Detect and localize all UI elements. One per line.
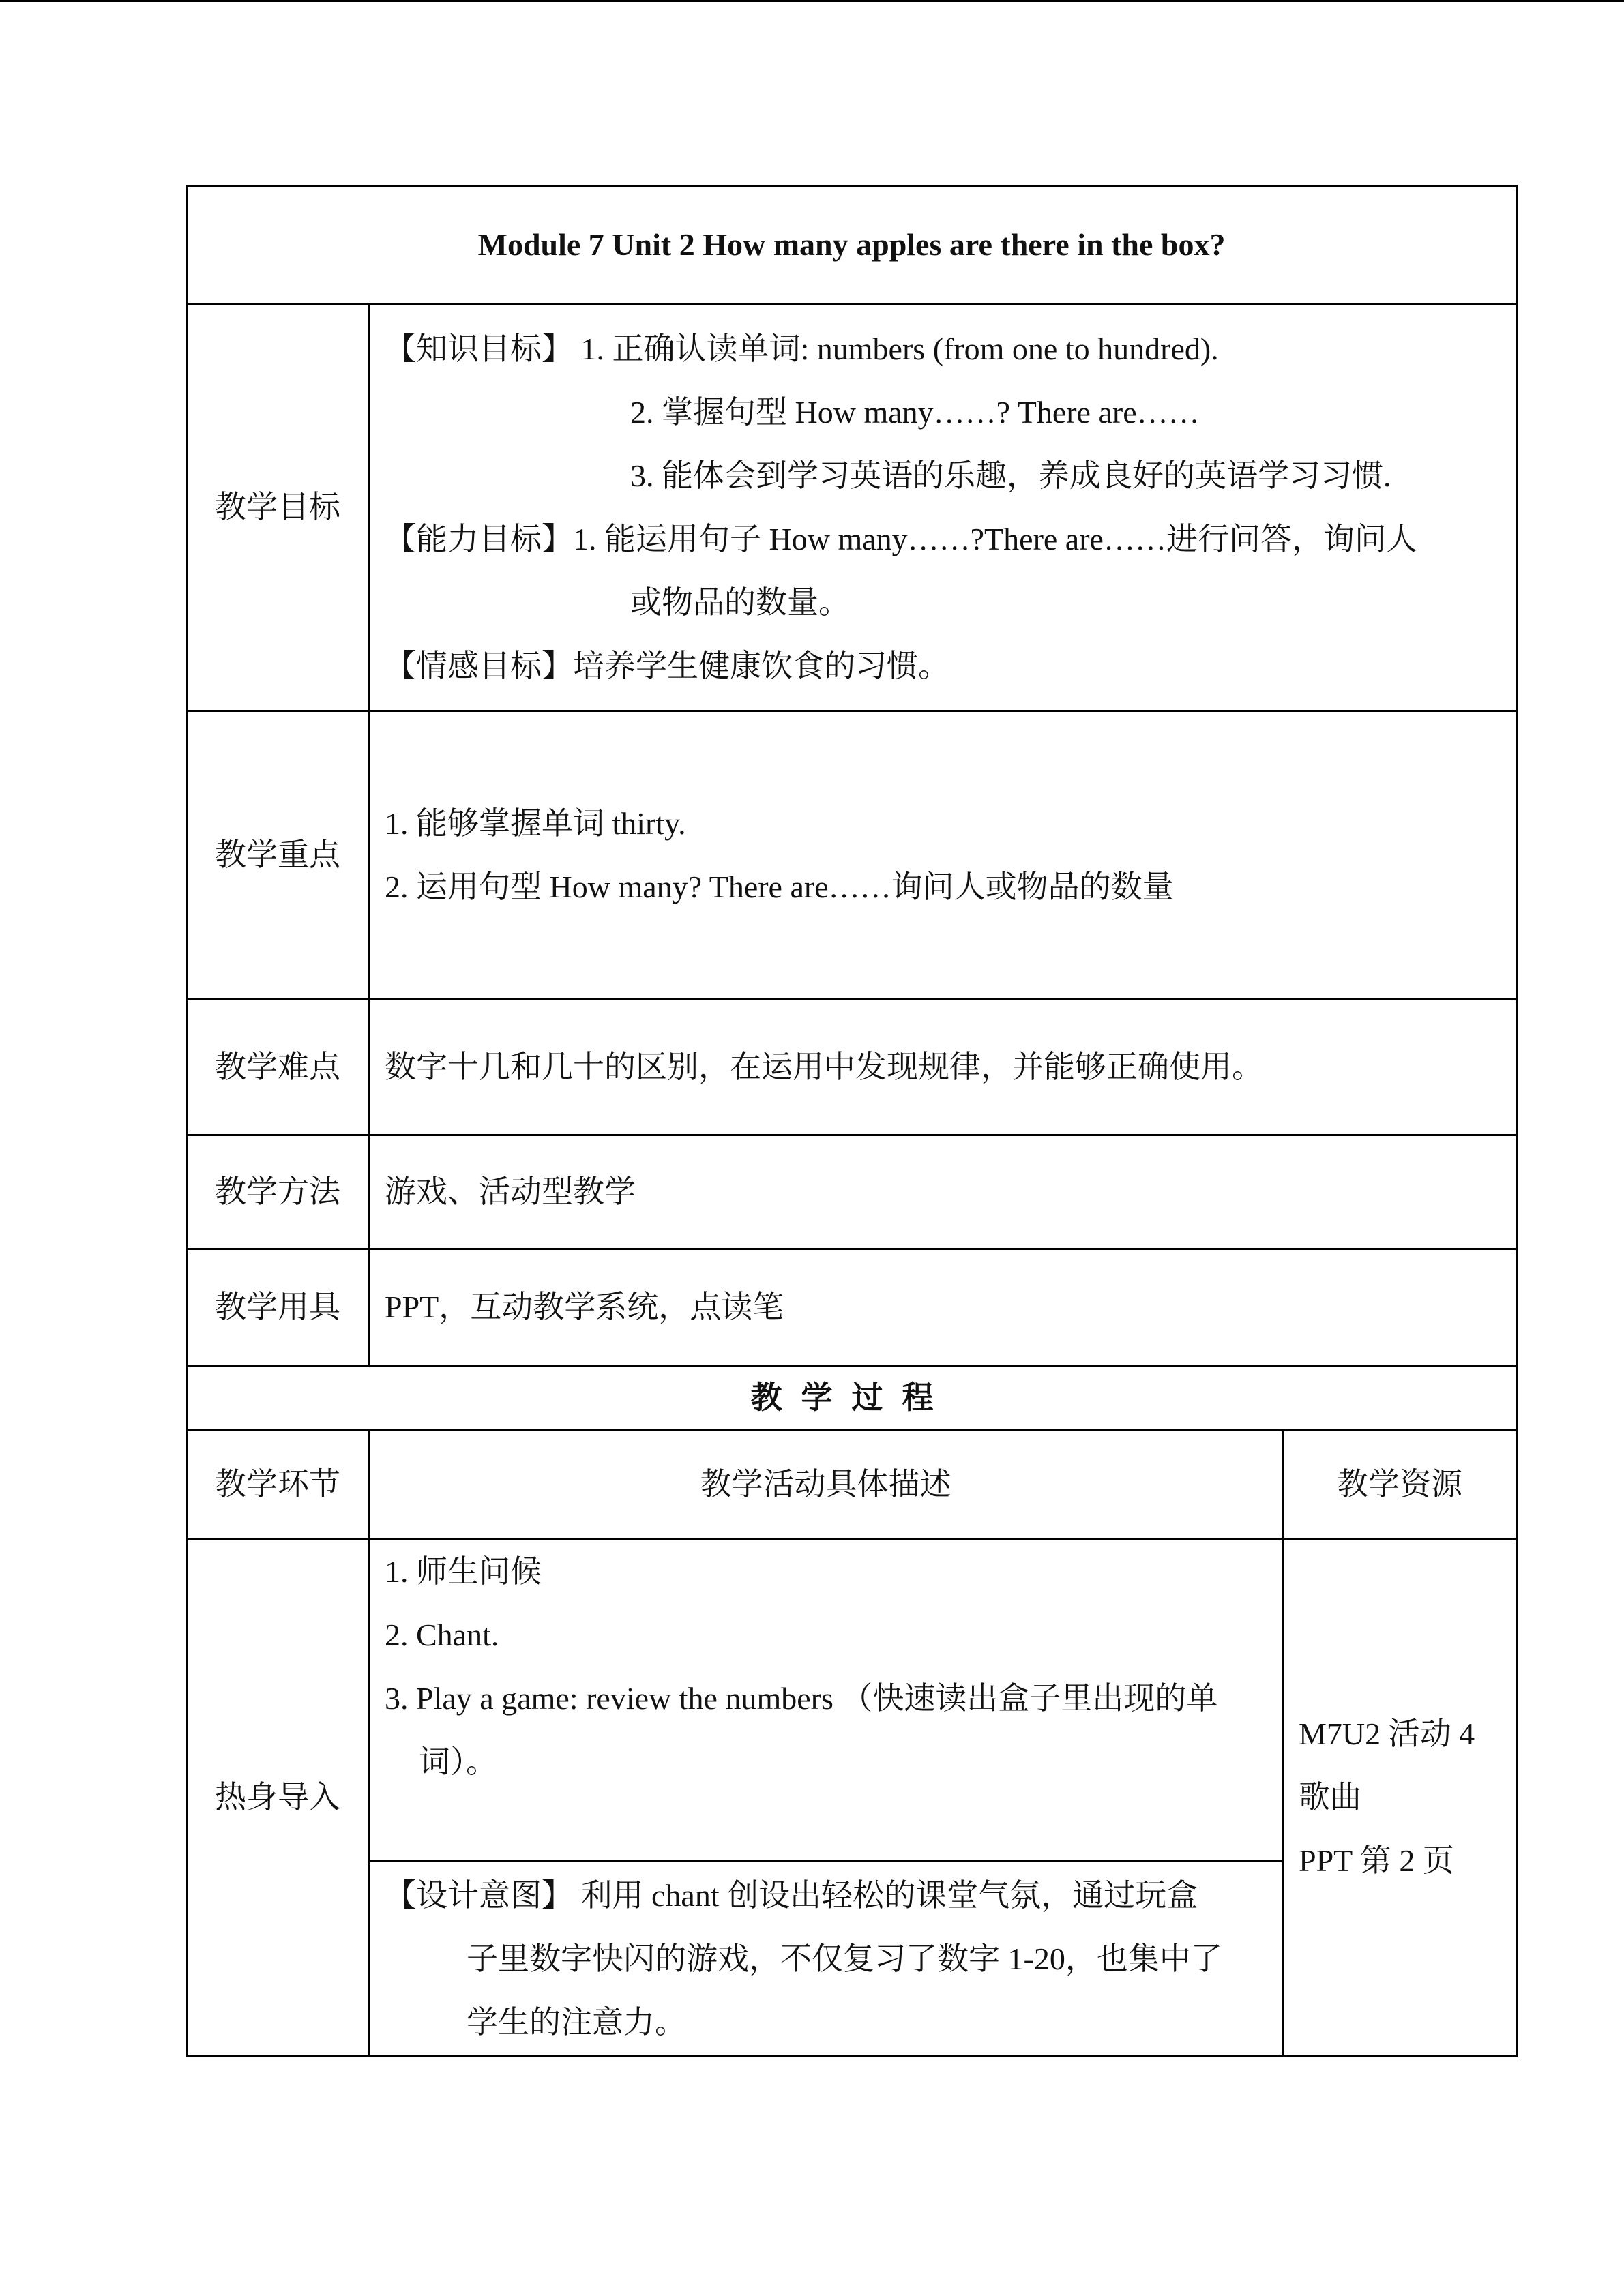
objective-line: 或物品的数量。 <box>630 584 850 620</box>
objective-line: 【知识目标】 1. 正确认读单词: numbers (from one to hundred). <box>385 331 1219 366</box>
difficulties-label: 教学难点 <box>187 1000 369 1135</box>
header-activity: 教学活动具体描述 <box>369 1431 1283 1539</box>
objective-line: 2. 掌握句型 How many……? There are…… <box>630 394 1200 430</box>
process-header-row <box>187 1431 1517 1539</box>
resource-line: PPT 第 2 页 <box>1299 1843 1454 1878</box>
warmup-label: 热身导入 <box>187 1539 369 2057</box>
process-title: 教学过程 <box>187 1366 1517 1431</box>
title-row <box>187 186 1517 304</box>
objective-line: 【能力目标】1. 能运用句子 How many……?There are……进行问答，询问人 <box>385 521 1417 556</box>
header-stage: 教学环节 <box>187 1431 369 1539</box>
methods-row <box>187 1135 1517 1249</box>
warmup-activities <box>369 1539 1283 1862</box>
objectives-label: 教学目标 <box>187 304 369 711</box>
difficulties-text: 数字十几和几十的区别，在运用中发现规律，并能够正确使用。 <box>369 1000 1517 1135</box>
tools-label: 教学用具 <box>187 1249 369 1366</box>
process-title-row <box>187 1366 1517 1431</box>
difficulties-row <box>187 1000 1517 1135</box>
key-points-content <box>369 711 1517 1000</box>
design-intent-line: 【设计意图】 利用 chant 创设出轻松的课堂气氛，通过玩盒 <box>385 1877 1198 1913</box>
tools-text: PPT，互动教学系统，点读笔 <box>369 1249 1517 1366</box>
activity-line: 1. 师生问候 <box>385 1553 542 1589</box>
methods-label: 教学方法 <box>187 1135 369 1249</box>
resource-line: M7U2 活动 4 <box>1299 1716 1475 1751</box>
objective-line: 3. 能体会到学习英语的乐趣，养成良好的英语学习习惯. <box>630 458 1391 493</box>
methods-text: 游戏、活动型教学 <box>369 1135 1517 1249</box>
design-intent <box>369 1862 1283 2057</box>
tools-row <box>187 1249 1517 1366</box>
lesson-title: Module 7 Unit 2 How many apples are there in the box? <box>187 186 1517 304</box>
activity-line: 词）。 <box>419 1744 497 1779</box>
key-points-label: 教学重点 <box>187 711 369 1000</box>
header-resources: 教学资源 <box>1283 1431 1517 1539</box>
page-top-border <box>0 0 1624 2</box>
objective-line: 【情感目标】培养学生健康饮食的习惯。 <box>385 648 949 683</box>
lesson-plan-table <box>186 185 1518 2057</box>
key-point-line: 1. 能够掌握单词 thirty. <box>385 805 686 841</box>
design-intent-line: 学生的注意力。 <box>467 2004 686 2040</box>
design-intent-line: 子里数字快闪的游戏，不仅复习了数字 1-20，也集中了 <box>467 1941 1222 1976</box>
activity-line: 3. Play a game: review the numbers （快速读出盒子里出现的单 <box>385 1680 1218 1716</box>
activity-line: 2. Chant. <box>385 1617 499 1652</box>
key-point-line: 2. 运用句型 How many? There are……询问人或物品的数量 <box>385 869 1174 904</box>
objectives-content <box>369 304 1517 711</box>
warmup-resources <box>1283 1539 1517 2057</box>
key-points-row <box>187 711 1517 1000</box>
objectives-row <box>187 304 1517 711</box>
resource-line: 歌曲 <box>1299 1780 1361 1815</box>
warmup-row <box>187 1539 1517 1862</box>
